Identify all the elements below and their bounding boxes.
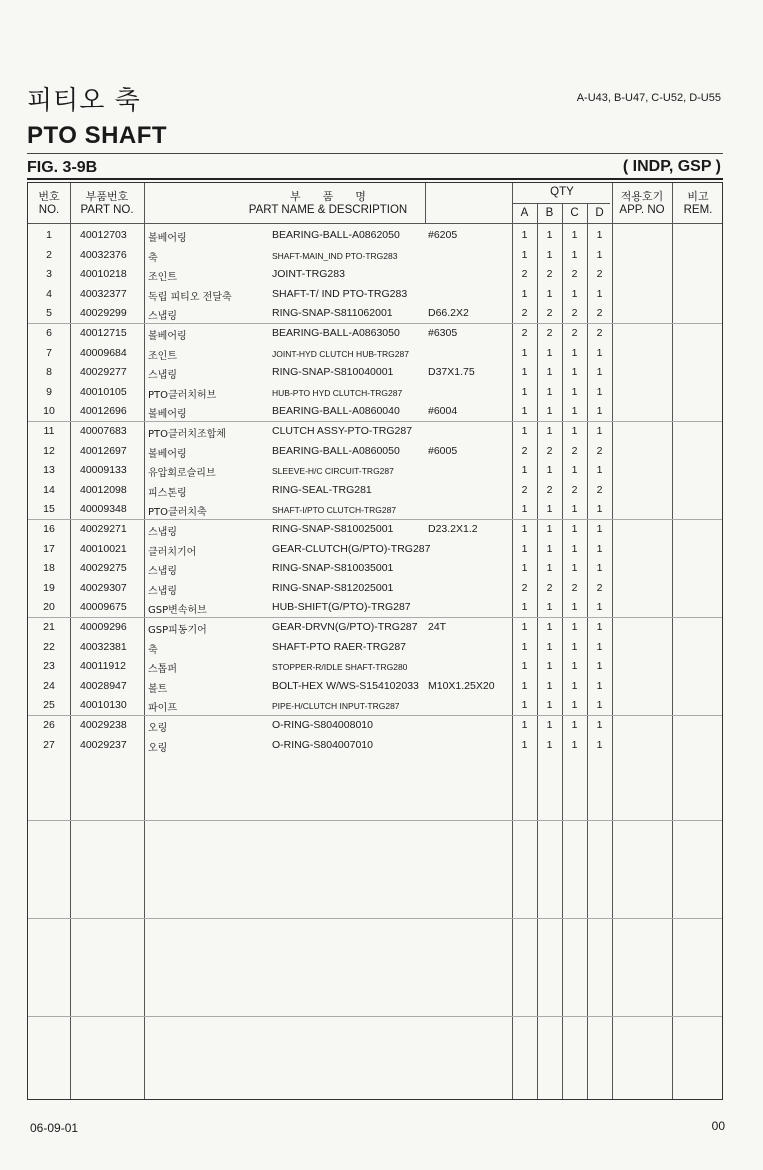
qty-a: 1 [521, 660, 528, 673]
part-spec: D66.2X2 [428, 307, 469, 320]
qty-d: 1 [596, 503, 603, 516]
print-date: 06-09-01 [30, 1121, 79, 1135]
qty-a: 2 [521, 581, 528, 594]
col-name-kr: 부 품 명 [290, 190, 366, 203]
qty-a: 1 [521, 601, 528, 614]
page-title-kr: 피티오 축 [27, 86, 141, 116]
qty-c: 1 [571, 287, 578, 300]
item-number: 12 [43, 444, 55, 457]
item-number: 20 [43, 601, 55, 614]
qty-c: 1 [571, 346, 578, 359]
part-description: PIPE-H/CLUTCH INPUT-TRG287 [272, 701, 400, 712]
qty-b: 1 [546, 248, 553, 261]
part-description: RING-SNAP-S812025001 [272, 581, 394, 594]
col-name-en: PART NAME & DESCRIPTION [248, 204, 408, 216]
qty-c: 1 [571, 660, 578, 673]
part-number: 40029237 [80, 738, 127, 751]
col-qty-a: A [520, 207, 529, 219]
variant-label: ( INDP, GSP ) [622, 158, 721, 175]
qty-b: 1 [546, 738, 553, 751]
part-description: SLEEVE-H/C CIRCUIT-TRG287 [272, 466, 394, 477]
qty-b: 1 [546, 503, 553, 516]
part-number: 40010021 [80, 542, 127, 555]
rule-header [27, 178, 723, 180]
part-number: 40029271 [80, 523, 127, 535]
part-name-kr: 볼트 [148, 683, 168, 695]
part-description: STOPPER-R/IDLE SHAFT-TRG280 [272, 662, 408, 673]
table-row [28, 402, 722, 422]
part-spec: #6205 [428, 229, 458, 241]
table-row [28, 657, 722, 677]
qty-c: 1 [571, 248, 578, 261]
item-number: 10 [43, 405, 55, 418]
qty-d: 2 [596, 307, 603, 320]
qty-c: 1 [571, 503, 578, 516]
qty-b: 1 [546, 405, 553, 418]
qty-d: 1 [596, 562, 603, 575]
part-description: HUB-SHIFT(G/PTO)-TRG287 [272, 601, 411, 614]
qty-a: 1 [521, 699, 528, 712]
part-name-kr: 오링 [148, 742, 168, 754]
page-number: 00 [711, 1119, 725, 1133]
part-name-kr: 스냅링 [148, 311, 177, 323]
part-name-kr: 볼베어링 [148, 233, 187, 244]
item-number: 26 [43, 719, 55, 731]
qty-a: 1 [521, 229, 528, 241]
col-part-en: PART NO. [80, 204, 134, 216]
table-row [28, 383, 722, 403]
table-row [28, 304, 722, 324]
part-name-kr: PTO클러치조합체 [148, 429, 226, 440]
qty-d: 1 [596, 523, 603, 535]
part-number: 40012703 [80, 229, 127, 241]
qty-c: 1 [571, 523, 578, 535]
qty-a: 1 [521, 464, 528, 477]
table-row [28, 442, 722, 462]
qty-a: 1 [521, 366, 528, 379]
qty-a: 1 [521, 405, 528, 418]
part-description: GEAR-CLUTCH(G/PTO)-TRG287 [272, 542, 431, 555]
part-description: RING-SNAP-S810025001 [272, 523, 394, 535]
qty-d: 2 [596, 444, 603, 457]
table-row [28, 736, 722, 756]
item-number: 1 [46, 229, 52, 241]
part-spec: D23.2X1.2 [428, 523, 478, 535]
part-description: CLUTCH ASSY-PTO-TRG287 [272, 425, 413, 437]
part-number: 40010130 [80, 699, 127, 712]
table-row [28, 638, 722, 658]
part-name-kr: 축 [148, 644, 158, 656]
part-number: 40029307 [80, 581, 127, 594]
part-description: O-RING-S804008010 [272, 719, 373, 731]
qty-d: 1 [596, 699, 603, 712]
item-number: 24 [43, 679, 55, 692]
part-name-kr: 클러치기어 [148, 546, 197, 558]
table-row [28, 500, 722, 520]
qty-d: 1 [596, 229, 603, 241]
part-description: BEARING-BALL-A0862050 [272, 229, 400, 241]
blank-row-divider [28, 918, 722, 919]
item-number: 6 [46, 327, 52, 339]
part-description: HUB-PTO HYD CLUTCH-TRG287 [272, 387, 403, 398]
part-number: 40032376 [80, 248, 127, 261]
part-number: 40029277 [80, 366, 127, 379]
qty-a: 1 [521, 385, 528, 398]
part-description: RING-SNAP-S811062001 [272, 307, 393, 320]
part-name-kr: 축 [148, 252, 158, 264]
part-number: 40009675 [80, 601, 127, 614]
table-row [28, 677, 722, 697]
part-name-kr: 조인트 [148, 350, 177, 362]
qty-c: 2 [571, 444, 578, 457]
item-number: 2 [46, 248, 52, 261]
qty-a: 1 [521, 562, 528, 575]
table-row [28, 461, 722, 481]
part-name-kr: 오링 [148, 723, 168, 734]
table-row [28, 344, 722, 364]
part-description: SHAFT-T/ IND PTO-TRG283 [272, 287, 408, 300]
qty-a: 1 [521, 425, 528, 437]
qty-c: 1 [571, 640, 578, 653]
col-no-kr: 번호 [38, 190, 60, 203]
qty-c: 1 [571, 385, 578, 398]
part-name-kr: GSP피동기어 [148, 625, 207, 636]
item-number: 16 [43, 523, 55, 535]
col-rem-en: REM. [683, 204, 713, 216]
qty-b: 1 [546, 601, 553, 614]
qty-b: 1 [546, 640, 553, 653]
part-description: RING-SEAL-TRG281 [272, 483, 372, 496]
qty-a: 2 [521, 483, 528, 496]
part-number: 40009133 [80, 464, 127, 477]
qty-d: 1 [596, 738, 603, 751]
qty-d: 1 [596, 679, 603, 692]
qty-b: 1 [546, 229, 553, 241]
item-number: 15 [43, 503, 55, 516]
qty-c: 1 [571, 366, 578, 379]
qty-c: 2 [571, 307, 578, 320]
part-spec: 24T [428, 621, 447, 633]
part-number: 40029299 [80, 307, 127, 320]
qty-b: 1 [546, 287, 553, 300]
qty-c: 2 [571, 581, 578, 594]
table-row [28, 716, 722, 736]
qty-c: 1 [571, 562, 578, 575]
qty-b: 1 [546, 679, 553, 692]
part-description: SHAFT-PTO RAER-TRG287 [272, 640, 406, 653]
qty-d: 1 [596, 425, 603, 437]
part-number: 40007683 [80, 425, 127, 437]
qty-a: 1 [521, 621, 528, 633]
table-row [28, 481, 722, 501]
qty-a: 2 [521, 268, 528, 281]
item-number: 25 [43, 699, 55, 712]
part-description: SHAFT-MAIN_IND PTO-TRG283 [272, 250, 398, 261]
qty-a: 1 [521, 719, 528, 731]
part-spec: M10X1.25X20 [428, 679, 495, 692]
qty-a: 1 [521, 346, 528, 359]
part-number: 40028947 [80, 679, 127, 692]
figure-label: FIG. 3-9B [27, 159, 98, 176]
qty-a: 1 [521, 542, 528, 555]
part-description: JOINT-HYD CLUTCH HUB-TRG287 [272, 348, 409, 359]
part-number: 40029238 [80, 719, 127, 731]
item-number: 9 [46, 385, 52, 398]
blank-row-divider [28, 820, 722, 821]
part-spec: #6005 [428, 444, 458, 457]
part-number: 40009684 [80, 346, 127, 359]
part-description: BEARING-BALL-A0863050 [272, 327, 400, 339]
qty-a: 1 [521, 523, 528, 535]
table-row [28, 422, 722, 442]
qty-c: 1 [571, 405, 578, 418]
col-qty: QTY [550, 186, 574, 198]
part-number: 40010218 [80, 268, 127, 281]
blank-row-divider [28, 1016, 722, 1017]
qty-b: 1 [546, 621, 553, 633]
qty-a: 2 [521, 327, 528, 339]
qty-b: 1 [546, 542, 553, 555]
qty-d: 1 [596, 601, 603, 614]
qty-b: 2 [546, 581, 553, 594]
part-number: 40012697 [80, 444, 127, 457]
part-number: 40011912 [80, 660, 126, 673]
parts-table [27, 182, 723, 1100]
qty-b: 2 [546, 268, 553, 281]
qty-c: 2 [571, 268, 578, 281]
table-row [28, 598, 722, 618]
model-list: A-U43, B-U47, C-U52, D-U55 [576, 92, 721, 104]
qty-a: 1 [521, 248, 528, 261]
col-qty-d: D [595, 207, 604, 219]
col-app-en: APP. NO [619, 204, 665, 216]
qty-b: 1 [546, 385, 553, 398]
qty-a: 1 [521, 679, 528, 692]
part-name-kr: GSP변속허브 [148, 605, 207, 617]
qty-d: 2 [596, 268, 603, 281]
header-bottom-line [28, 223, 722, 224]
qty-c: 2 [571, 327, 578, 339]
part-name-kr: 볼베어링 [148, 409, 187, 421]
col-app-kr: 적용호기 [620, 190, 664, 203]
qty-c: 1 [571, 425, 578, 437]
qty-d: 1 [596, 660, 603, 673]
table-row [28, 285, 722, 305]
item-number: 19 [43, 581, 55, 594]
part-name-kr: PTO클러치축 [148, 507, 207, 519]
part-name-kr: 스냅링 [148, 527, 177, 538]
qty-d: 2 [596, 581, 603, 594]
table-row [28, 265, 722, 285]
qty-c: 1 [571, 542, 578, 555]
table-row [28, 363, 722, 383]
part-name-kr: 조인트 [148, 272, 177, 284]
table-row [28, 246, 722, 266]
page-title-en: PTO SHAFT [27, 122, 168, 149]
item-number: 4 [46, 287, 52, 300]
qty-b: 1 [546, 464, 553, 477]
part-number: 40012696 [80, 405, 127, 418]
qty-d: 1 [596, 719, 603, 731]
item-number: 5 [46, 307, 52, 320]
part-description: SHAFT-I/PTO CLUTCH-TRG287 [272, 505, 397, 516]
qty-c: 1 [571, 621, 578, 633]
qty-d: 1 [596, 287, 603, 300]
qty-b: 1 [546, 660, 553, 673]
part-description: JOINT-TRG283 [272, 268, 345, 281]
item-number: 27 [43, 738, 55, 751]
part-name-kr: 스톱퍼 [148, 664, 177, 676]
qty-c: 1 [571, 229, 578, 241]
item-number: 17 [43, 542, 55, 555]
qty-c: 1 [571, 719, 578, 731]
part-name-kr: 스냅링 [148, 566, 177, 578]
part-description: BOLT-HEX W/WS-S154102033 [272, 679, 419, 692]
part-name-kr: 파이프 [148, 703, 177, 715]
qty-c: 1 [571, 464, 578, 477]
qty-b: 1 [546, 562, 553, 575]
qty-d: 1 [596, 248, 603, 261]
col-no-en: NO. [38, 204, 60, 216]
qty-d: 1 [596, 405, 603, 418]
qty-d: 2 [596, 327, 603, 339]
table-row [28, 540, 722, 560]
part-spec: #6004 [428, 405, 458, 418]
part-name-kr: 볼베어링 [148, 331, 187, 342]
item-number: 23 [43, 660, 55, 673]
table-row [28, 618, 722, 638]
qty-d: 1 [596, 542, 603, 555]
part-name-kr: PTO클러치허브 [148, 389, 217, 401]
table-row [28, 696, 722, 716]
item-number: 8 [46, 366, 52, 379]
part-name-kr: 피스톤링 [148, 487, 187, 499]
qty-a: 1 [521, 503, 528, 516]
table-row [28, 579, 722, 599]
part-name-kr: 스냅링 [148, 585, 177, 597]
part-number: 40009296 [80, 621, 127, 633]
table-row [28, 520, 722, 540]
col-qty-b: B [545, 207, 554, 219]
qty-b: 1 [546, 346, 553, 359]
table-row [28, 559, 722, 579]
part-number: 40029275 [80, 562, 127, 575]
part-description: BEARING-BALL-A0860040 [272, 405, 400, 418]
col-part-kr: 부품번호 [85, 190, 129, 203]
qty-a: 2 [521, 307, 528, 320]
part-description: RING-SNAP-S810035001 [272, 562, 394, 575]
part-description: O-RING-S804007010 [272, 738, 373, 751]
part-spec: D37X1.75 [428, 366, 475, 379]
part-description: GEAR-DRVN(G/PTO)-TRG287 [272, 621, 418, 633]
qty-c: 1 [571, 601, 578, 614]
qty-a: 2 [521, 444, 528, 457]
part-number: 40032377 [80, 287, 127, 300]
part-number: 40012715 [80, 327, 127, 339]
part-name-kr: 유압회로슬리브 [148, 468, 216, 480]
item-number: 7 [46, 346, 52, 359]
item-number: 14 [43, 483, 55, 496]
col-qty-c: C [570, 207, 579, 219]
qty-a: 1 [521, 738, 528, 751]
part-number: 40009348 [80, 503, 127, 516]
qty-c: 1 [571, 699, 578, 712]
qty-b: 2 [546, 327, 553, 339]
part-number: 40032381 [80, 640, 127, 653]
qty-d: 2 [596, 483, 603, 496]
qty-b: 1 [546, 523, 553, 535]
qty-d: 1 [596, 385, 603, 398]
item-number: 21 [43, 621, 55, 633]
qty-a: 1 [521, 287, 528, 300]
qty-c: 1 [571, 679, 578, 692]
qty-c: 1 [571, 738, 578, 751]
item-number: 13 [43, 464, 55, 477]
qty-d: 1 [596, 366, 603, 379]
part-name-kr: 볼베어링 [148, 448, 187, 460]
item-number: 3 [46, 268, 52, 281]
item-number: 18 [43, 562, 55, 575]
col-rem-kr: 비고 [687, 190, 709, 203]
item-number: 11 [43, 425, 55, 437]
qty-b: 1 [546, 425, 553, 437]
qty-d: 1 [596, 464, 603, 477]
qty-d: 1 [596, 621, 603, 633]
rule-top [27, 153, 723, 154]
qty-divider [512, 203, 610, 204]
qty-a: 1 [521, 640, 528, 653]
part-spec: #6305 [428, 327, 458, 339]
qty-b: 2 [546, 483, 553, 496]
qty-d: 1 [596, 346, 603, 359]
part-number: 40012098 [80, 483, 127, 496]
qty-d: 1 [596, 640, 603, 653]
qty-b: 1 [546, 366, 553, 379]
part-number: 40010105 [80, 385, 127, 398]
table-row [28, 226, 722, 246]
part-description: RING-SNAP-S810040001 [272, 366, 394, 379]
part-name-kr: 스냅링 [148, 370, 177, 382]
item-number: 22 [43, 640, 55, 653]
qty-b: 1 [546, 699, 553, 712]
qty-b: 2 [546, 307, 553, 320]
part-name-kr: 독립 피티오 전달축 [148, 291, 232, 303]
qty-b: 2 [546, 444, 553, 457]
table-row [28, 324, 722, 344]
qty-c: 2 [571, 483, 578, 496]
part-description: BEARING-BALL-A0860050 [272, 444, 400, 457]
qty-b: 1 [546, 719, 553, 731]
